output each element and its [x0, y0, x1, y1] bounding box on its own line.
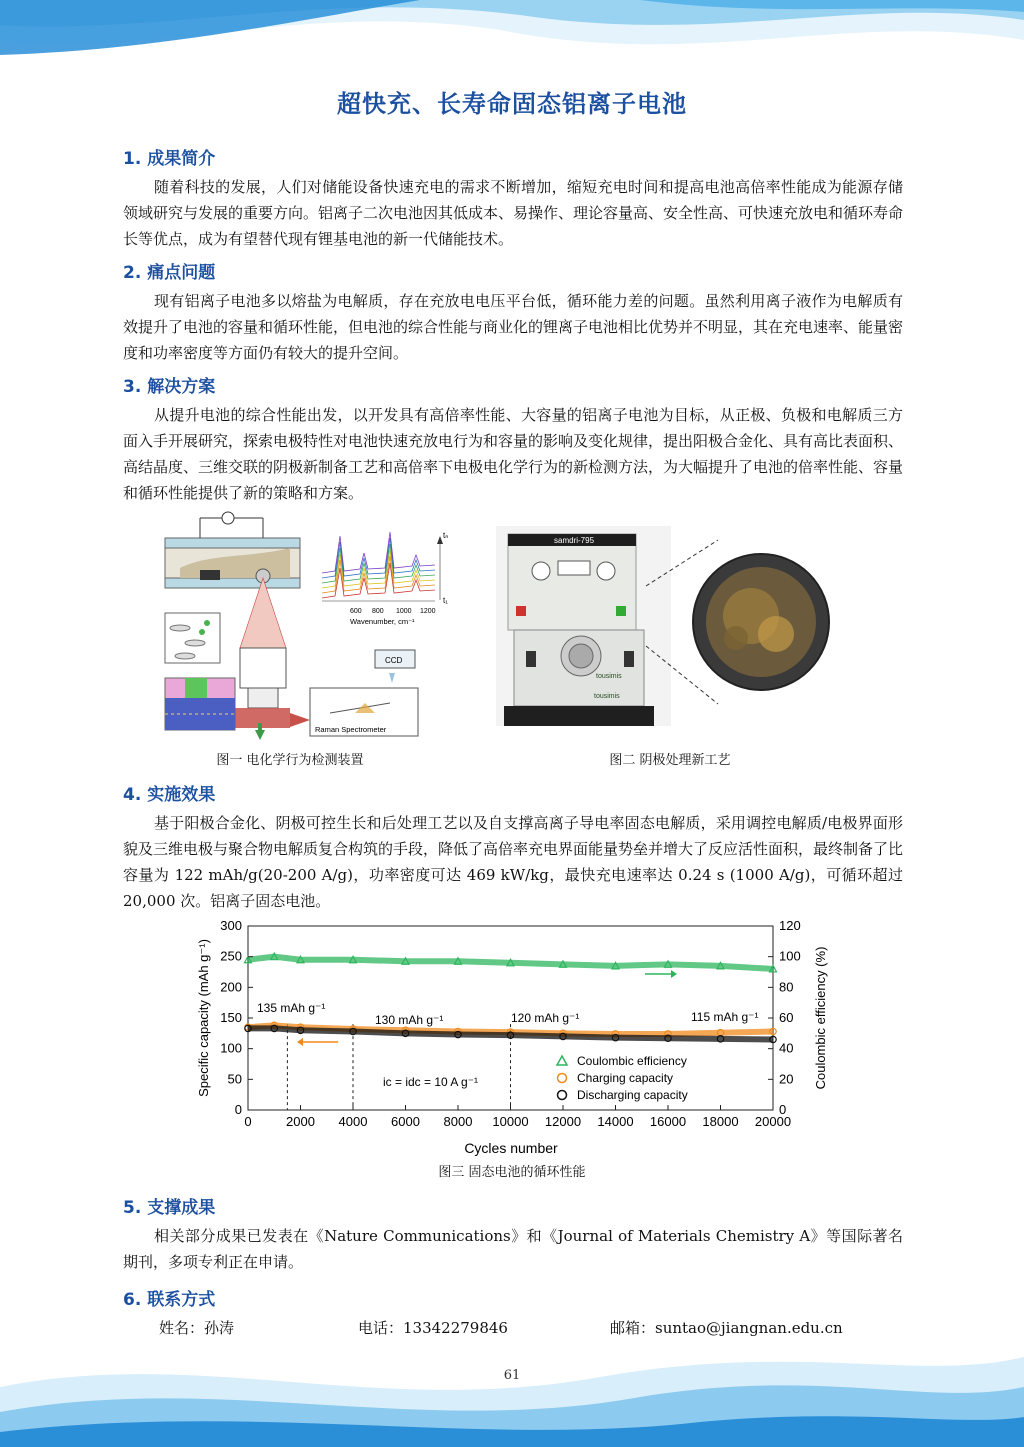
- x-tick-label: 18000: [702, 1114, 739, 1129]
- raman-spectra: [322, 532, 443, 601]
- device-brand-front-2: tousimis: [594, 693, 620, 700]
- chart-legend: [557, 1054, 688, 1102]
- section-body-4: 基于阳极合金化、阴极可控生长和后处理工艺以及自支撑高离子导电率固态电解质，采用调控电解质/电极界面形貌及三维电极与聚合物电解质复合构筑的手段，降低了高倍率充电界面能量势垒并增大了反应活性面积，最终制备了比容量为 122 mAh/g(20-200 A/g)，功率密度可达 469 kW/kg，最快充电速率达 0.24 s (1000 A/g)，可循环超过 20,000 次。铝离子固态电池。: [123, 814, 904, 910]
- x-tick-label: 8000: [443, 1114, 473, 1129]
- y-tick-label: 0: [234, 1102, 242, 1117]
- section-body-2: 现有铝离子电池多以熔盐为电解质，存在充放电电压平台低，循环能力差的问题。虽然利用离子液作为电解质有效提升了电池的容量和循环性能，但电池的综合性能与商业化的锂离子电池相比优势并不明显，其在充电速率、能量密度和功率密度等方面仍有较大的提升空间。: [123, 292, 904, 362]
- y-right-tick-label: 120: [779, 918, 801, 933]
- y-right-tick-label: 60: [779, 1010, 794, 1025]
- wavenumber-axis-label: Wavenumber, cm⁻¹: [350, 617, 415, 626]
- x-tick-label: 16000: [649, 1114, 687, 1129]
- x-tick-label: 12000: [544, 1114, 582, 1129]
- section-heading-3: 3. 解决方案: [123, 377, 216, 397]
- x-tick-label: 4000: [338, 1114, 368, 1129]
- chart-annotation-130: 130 mAh g⁻¹: [375, 1013, 444, 1027]
- figure-1-caption: 图一 电化学行为检测装置: [216, 753, 364, 768]
- section-heading-5: 5. 支撑成果: [123, 1198, 216, 1218]
- y-right-tick-label: 40: [779, 1040, 794, 1056]
- y-tick-label: 300: [220, 918, 242, 933]
- raman-spectrometer-label: Raman Spectrometer: [315, 725, 387, 734]
- time-label-tn: tₙ: [443, 531, 449, 540]
- contact-name: 姓名：孙涛: [159, 1319, 235, 1337]
- chart-y-axis-label: Specific capacity (mAh g⁻¹): [196, 939, 211, 1097]
- x-tick-label: 0: [244, 1114, 252, 1129]
- figure-2-caption: 图二 阴极处理新工艺: [609, 753, 731, 768]
- cycling-performance-chart: [193, 916, 833, 1156]
- page-title: 超快充、长寿命固态铝离子电池: [337, 90, 687, 118]
- chart-annotation-135: 135 mAh g⁻¹: [257, 1001, 326, 1015]
- y-tick-label: 200: [220, 979, 242, 995]
- y-right-tick-label: 0: [779, 1102, 787, 1117]
- figure-3-caption: 图三 固态电池的循环性能: [438, 1165, 586, 1180]
- legend-label-charge: Charging capacity: [577, 1071, 674, 1085]
- x-tick-label: 6000: [391, 1114, 420, 1129]
- chart-y-right-axis-label: Coulombic efficiency (%): [813, 946, 828, 1090]
- section-heading-2: 2. 痛点问题: [123, 263, 216, 283]
- device-brand-top: samdri-795: [554, 536, 595, 545]
- contact-phone: 电话：13342279846: [358, 1319, 508, 1337]
- x-tick-label: 10000: [492, 1114, 529, 1129]
- section-heading-6: 6. 联系方式: [123, 1290, 216, 1310]
- legend-label-ce: Coulombic efficiency: [577, 1054, 687, 1068]
- y-right-tick-label: 100: [779, 948, 801, 964]
- figure-cathode-process: [496, 526, 836, 726]
- y-tick-label: 50: [227, 1071, 242, 1087]
- wavenumber-tick-3: 1000: [396, 608, 412, 615]
- bottom-wave-decoration: [0, 1327, 1024, 1447]
- ccd-label: CCD: [385, 656, 403, 665]
- page-number: 61: [503, 1368, 521, 1383]
- x-tick-label: 2000: [286, 1114, 315, 1129]
- time-label-t1: t₁: [443, 596, 448, 605]
- wavenumber-tick-4: 1200: [420, 608, 436, 615]
- y-right-tick-label: 80: [779, 979, 794, 995]
- figure-electrochemical-setup: [160, 508, 450, 740]
- y-right-tick-label: 20: [779, 1071, 794, 1087]
- legend-label-discharge: Discharging capacity: [577, 1088, 688, 1102]
- top-wave-decoration: [0, 0, 1024, 80]
- chart-x-axis-label: Cycles number: [464, 1140, 558, 1156]
- y-tick-label: 250: [220, 948, 242, 964]
- section-body-1: 随着科技的发展，人们对储能设备快速充电的需求不断增加，缩短充电时间和提高电池高倍率性能成为能源存储领域研究与发展的重要方向。铝离子二次电池因其低成本、易操作、理论容量高、安全性高、可快速充放电和循环寿命长等优点，成为有望替代现有锂基电池的新一代储能技术。: [123, 178, 904, 248]
- wavenumber-tick-2: 800: [372, 608, 384, 615]
- section-body-5: 相关部分成果已发表在《Nature Communications》和《Journal of Materials Chemistry A》等国际著名期刊，多项专利正在申请。: [123, 1227, 903, 1271]
- x-tick-label: 20000: [754, 1114, 792, 1129]
- chart-annotation-120: 120 mAh g⁻¹: [511, 1011, 580, 1025]
- x-tick-label: 14000: [597, 1114, 634, 1129]
- y-tick-label: 100: [220, 1040, 242, 1056]
- chart-condition-text: ic = idc = 10 A g⁻¹: [383, 1075, 479, 1089]
- y-tick-label: 150: [220, 1010, 242, 1025]
- device-brand-front: tousimis: [596, 673, 622, 680]
- contact-email[interactable]: 邮箱：suntao@jiangnan.edu.cn: [610, 1319, 843, 1337]
- section-heading-4: 4. 实施效果: [123, 785, 216, 805]
- chart-annotation-115: 115 mAh g⁻¹: [691, 1010, 759, 1024]
- wavenumber-tick-1: 600: [350, 608, 362, 615]
- section-body-3: 从提升电池的综合性能出发，以开发具有高倍率性能、大容量的铝离子电池为目标，从正极、负极和电解质三方面入手开展研究，探索电极特性对电池快速充放电行为和容量的影响及变化规律，提出阳极合金化、具有高比表面积、高结晶度、三维交联的阴极新制备工艺和高倍率下电极电化学行为的新检测方法，为大幅提升了电池的倍率性能、容量和循环性能提供了新的策略和方案。: [123, 406, 904, 502]
- section-heading-1: 1. 成果简介: [123, 149, 216, 169]
